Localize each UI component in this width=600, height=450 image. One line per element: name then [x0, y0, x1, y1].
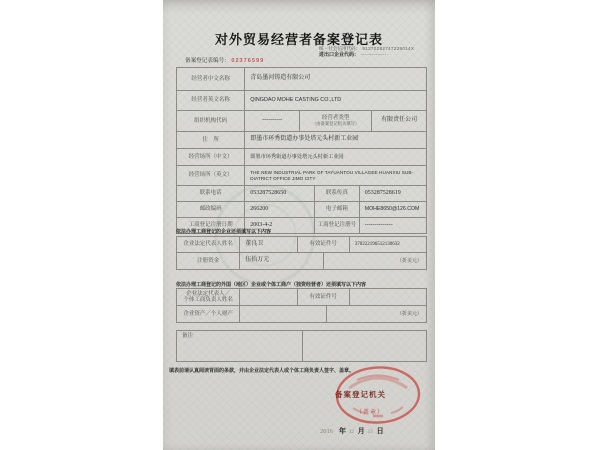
operator-type-value: 有限责任公司 — [371, 111, 426, 131]
premises-en-label: 经营场所（英文） — [188, 172, 233, 179]
table-row — [177, 110, 426, 131]
date-day-unit: 日 — [376, 428, 384, 435]
assets-label: 企业资产／个人财产 — [183, 310, 233, 317]
org-code-label: 组织机构代码 — [194, 117, 228, 124]
remark-value-cell — [302, 331, 427, 361]
assets-value — [239, 306, 326, 322]
en-name-value: QINGDAO MOHE CASTING CO.,LTD — [244, 91, 426, 110]
premises-cn-label: 经营场所（中文） — [188, 153, 233, 160]
serial-value: 02376599 — [231, 58, 265, 64]
credit-code-value: 91370282747229014X — [362, 46, 415, 51]
footer-instruction: 填表前请认真阅读背面的条款，并由企业法定代表人或个体工商负责人签字、盖章。 — [169, 368, 355, 374]
table-row — [177, 237, 426, 252]
seal-here-note: （盖章） — [356, 410, 385, 416]
id-number-value: 370222196512130632 — [349, 237, 426, 252]
capital-value: 伍拾万元 — [239, 253, 322, 269]
domicile-value: 即墨市环秀街道办事处塔元头村新工业园 — [244, 132, 426, 148]
phone-label: 联系电话 — [199, 190, 222, 197]
table-row — [177, 201, 426, 217]
table-row — [177, 131, 426, 148]
email-value: MOHE8650@126.COM — [359, 202, 426, 217]
zip-value: 266200 — [244, 202, 314, 217]
section1-heading: 依法办理工商登记的企业还须填写以下内容 — [176, 229, 272, 235]
code-block — [319, 46, 433, 59]
cn-name-label: 经营者中文名称 — [191, 75, 230, 82]
table-row — [177, 185, 426, 201]
registration-form-document — [163, 0, 435, 450]
operator-type-subtitle: （由备案登记机关填写） — [311, 120, 360, 126]
foreign-rep-label — [177, 289, 239, 305]
foreign-id-label: 有效证件号 — [297, 289, 349, 305]
serial-label: 备案登记表编号： — [185, 58, 230, 64]
date-day-value: 13 — [367, 430, 373, 435]
date-month-unit: 月 — [357, 428, 365, 435]
table-row — [177, 148, 426, 165]
foreign-rep-label-line1: 企业法定代表人／ — [186, 290, 231, 297]
capital-label: 注册资金 — [197, 257, 220, 264]
registration-authority-label: 备案登记机关 — [335, 390, 386, 399]
legal-rep-value: 董良卫 — [239, 237, 296, 252]
ie-code-label: 进出口企业代码： — [319, 52, 360, 59]
section2-heading: 依法办理工商登记的外国（地区）企业或个体工商户（独资经营者）还须填写以下内容 — [176, 282, 367, 288]
id-number-label: 有效证件号 — [297, 237, 349, 252]
premises-en-value: THE NEW INDUSTRIAL PARK OF TAYUANTOU VILLAGEE HUANXIU SUB-DIATRICT OFFICE JIMO CITY — [244, 166, 426, 185]
date-month-value: 12 — [349, 430, 354, 435]
table-row — [177, 165, 426, 185]
table-row — [177, 68, 426, 90]
fax-value: 053287528619 — [359, 186, 426, 201]
form-title: 对外贸易经营者备案登记表 — [214, 32, 383, 47]
reg-no-value: -------------- — [359, 218, 426, 233]
ie-code-line — [319, 52, 433, 59]
credit-code-label: 统一社会信用代码： — [319, 46, 361, 51]
phone-value: 053287528650 — [244, 186, 314, 201]
domicile-label: 住 所 — [202, 136, 219, 143]
reg-date-value: 2003-4-2 — [244, 218, 314, 233]
remark-label-cell — [177, 331, 302, 361]
reg-date-label: 工商登记注册日期 — [188, 222, 233, 229]
premises-cn-value: 即墨市环秀街道办事处塔元头村新工业园 — [244, 149, 426, 165]
fax-label: 联系传真 — [314, 186, 359, 201]
table-row — [177, 252, 426, 269]
domestic-enterprise-table — [176, 236, 427, 270]
date-year-unit: 年 — [339, 428, 346, 435]
foreign-id-value — [349, 289, 426, 305]
date-year-value: 2016 — [320, 428, 333, 435]
ie-code-value: -------------- — [361, 52, 387, 58]
legal-rep-label: 企业法定代表人姓名 — [183, 241, 233, 248]
operator-type-title: 经营者类型 — [321, 115, 350, 122]
foreign-rep-value — [239, 289, 296, 305]
email-label: 电子邮箱 — [314, 202, 359, 217]
assets-usd-note: （折美元） — [326, 306, 426, 322]
foreign-enterprise-table — [176, 288, 427, 323]
foreign-rep-label-line2: 个体工商负责人姓名 — [183, 297, 233, 303]
serial-number-line — [185, 56, 264, 64]
zip-label: 邮政编码 — [199, 206, 222, 213]
en-name-label: 经营者英文名称 — [191, 97, 230, 104]
main-info-table — [176, 67, 427, 234]
operator-type-label — [299, 111, 371, 131]
table-row — [177, 90, 426, 110]
cn-name-value: 青岛墨河铸造有限公司 — [244, 68, 426, 90]
table-row — [177, 331, 426, 361]
org-code-value: ---------- — [244, 111, 299, 131]
table-row — [177, 305, 426, 322]
date-line — [320, 426, 384, 436]
reg-no-label: 工商登记注册号 — [314, 218, 359, 233]
remark-label: 备注 — [182, 333, 194, 339]
table-row — [177, 289, 426, 305]
remark-table — [176, 330, 427, 362]
capital-usd-note: （折美元） — [323, 253, 426, 269]
